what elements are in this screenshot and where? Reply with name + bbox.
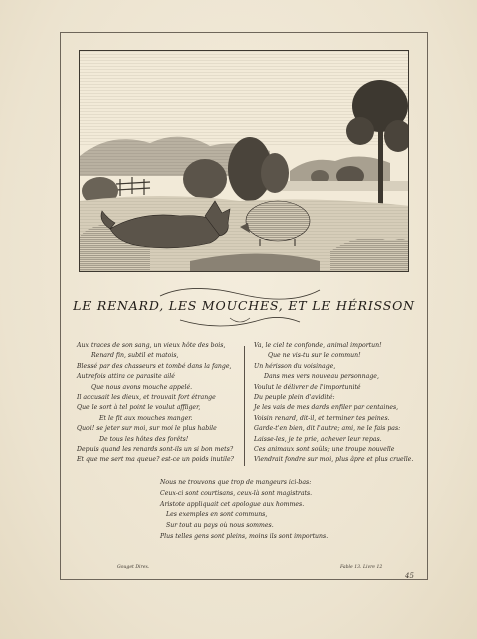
verse-line: Que le sort à tel point le voulut affliger, <box>77 404 201 412</box>
verse-line: Renard fin, subtil et matois, <box>91 352 179 360</box>
verse-line: Dans mes vers nouveau personnage, <box>264 373 379 381</box>
column-divider <box>244 346 245 466</box>
engraver-credit: Gouget Direx. <box>117 565 150 570</box>
moral-line: Aristote appliquait cet apologue aux hommes. <box>160 500 305 508</box>
verse-line: Et le fit aux mouches manger. <box>99 414 193 422</box>
fable-title: LE RENARD, LES MOUCHES, ET LE HÉRISSON <box>73 298 415 313</box>
verse-line: Blessé par des chasseurs et tombé dans la fange, <box>77 362 232 370</box>
page-number: 45 <box>405 572 414 580</box>
fable-right-column <box>254 341 424 466</box>
verse-line: Il accusait les dieux, et trouvait fort étrange <box>77 394 216 402</box>
verse-line: Laisse-les, je te prie, achever leur repas. <box>254 435 382 443</box>
fable-left-column <box>77 341 237 466</box>
verse-line: Autrefois attira ce parasite ailé <box>77 373 175 381</box>
verse-line: Du peuple plein d'avidité: <box>254 394 335 402</box>
verse-line: De tous les hôtes des forêts! <box>99 435 189 443</box>
verse-line: Aux traces de son sang, un vieux hôte des bois, <box>77 342 226 349</box>
verse-line: Je les vais de mes dards enfiler par centaines, <box>254 404 399 412</box>
verse-line: Voisin renard, dit-il, et terminer tes peines. <box>254 414 390 422</box>
fable-moral <box>160 478 328 543</box>
verse-line: Quoi! se jeter sur moi, sur moi le plus habile <box>77 425 217 433</box>
moral-line: Nous ne trouvons que trop de mangeurs ici-bas: <box>160 479 312 486</box>
fable-reference: Fable 13. Livre 12 <box>340 565 383 570</box>
engraving-illustration <box>79 50 409 272</box>
verse-line: Et que me sert ma queue? est-ce un poids inutile? <box>77 456 234 464</box>
moral-line: Les exemples en sont communs, <box>166 511 268 519</box>
verse-line: Va, le ciel te confonde, animal importun! <box>254 342 382 349</box>
verse-line: Voulut le délivrer de l'importunité <box>254 383 361 391</box>
moral-line: Ceux-ci sont courtisans, ceux-là sont magistrats. <box>160 489 313 497</box>
moral-line: Sur tout au pays où nous sommes. <box>166 522 274 530</box>
verse-line: Que nous avons mouche appelé. <box>91 383 193 391</box>
verse-line: Viendrait fondre sur moi, plus âpre et plus cruelle. <box>254 456 414 464</box>
verse-line: Ces animaux sont soûls; une troupe nouvelle <box>254 446 395 454</box>
verse-line: Garde-t'en bien, dit l'autre; ami, ne le fais pas: <box>254 425 401 433</box>
verse-line: Que ne vis-tu sur le commun! <box>268 352 361 360</box>
verse-line: Un hérisson du voisinage, <box>254 362 336 370</box>
verse-line: Depuis quand les renards sont-ils un si bon mets? <box>77 446 234 454</box>
moral-line: Plus telles gens sont pleins, moins ils sont importuns. <box>160 532 329 540</box>
